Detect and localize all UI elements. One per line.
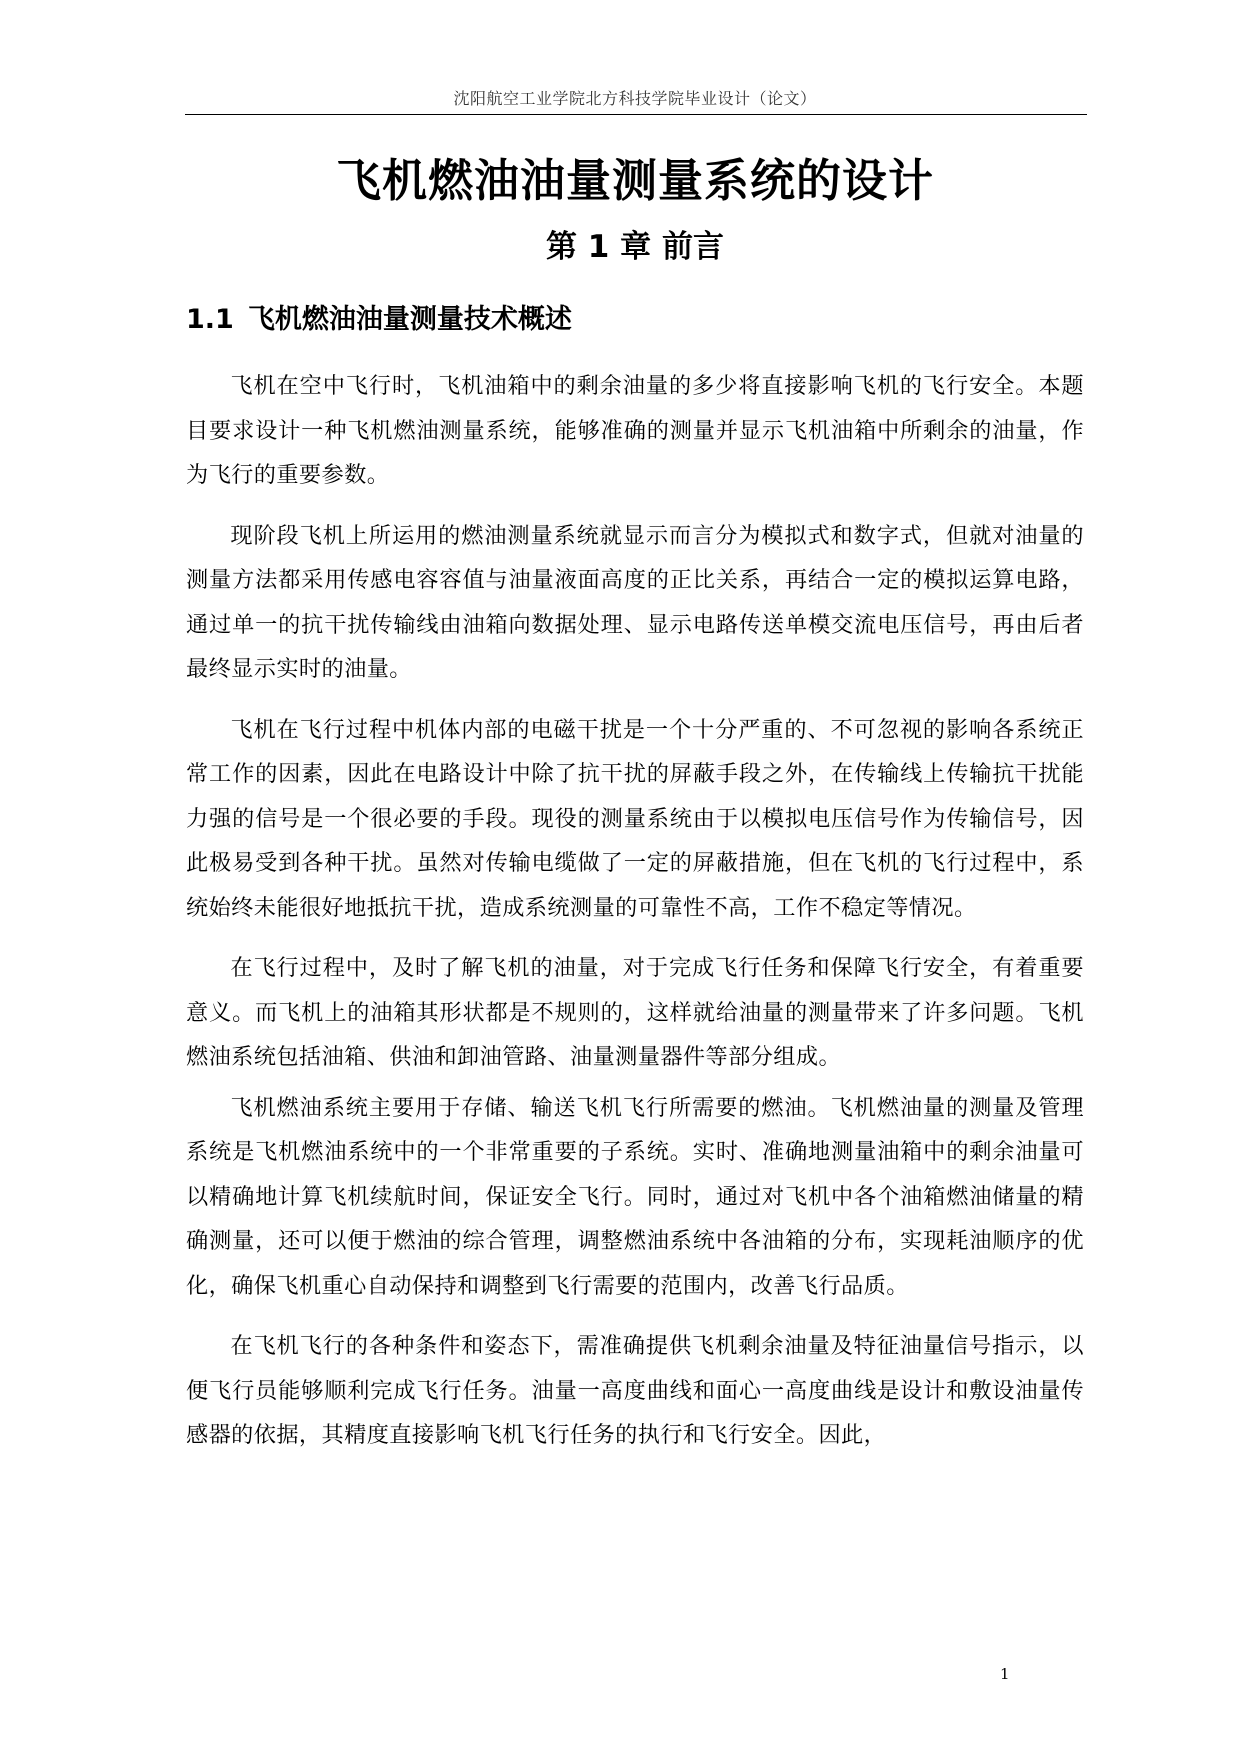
section-heading (186, 302, 1086, 338)
running-header: 沈阳航空工业学院北方科技学院毕业设计（论文） (453, 89, 817, 108)
paragraph: 在飞机飞行的各种条件和姿态下，需准确提供飞机剩余油量及特征油量信号指示，以便飞行员能够顺利完成飞行任务。油量一高度曲线和面心一高度曲线是设计和敷设油量传感器的依据，其精度直接影响飞机飞行任务的执行和飞行安全。因此， (186, 1333, 1084, 1448)
paragraph: 现阶段飞机上所运用的燃油测量系统就显示而言分为模拟式和数字式，但就对油量的测量方法都采用传感电容容值与油量液面高度的正比关系，再结合一定的模拟运算电路，通过单一的抗干扰传输线由油箱向数据处理、显示电路传送单模交流电压信号，再由后者最终显示实时的油量。 (186, 522, 1084, 682)
body-text (186, 364, 1084, 1458)
page-number: 1 (1000, 1665, 1010, 1683)
section-title: 飞机燃油油量测量技术概述 (247, 304, 572, 335)
paragraph: 飞机在空中飞行时，飞机油箱中的剩余油量的多少将直接影响飞机的飞行安全。本题目要求设计一种飞机燃油测量系统，能够准确的测量并显示飞机油箱中所剩余的油量，作为飞行的重要参数。 (186, 373, 1084, 488)
paragraph: 飞机在飞行过程中机体内部的电磁干扰是一个十分严重的、不可忽视的影响各系统正常工作的因素，因此在电路设计中除了抗干扰的屏蔽手段之外，在传输线上传输抗干扰能力强的信号是一个很必要的手段。现役的测量系统由于以模拟电压信号作为传输信号，因此极易受到各种干扰。虽然对传输电缆做了一定的屏蔽措施，但在飞机的飞行过程中，系统始终未能很好地抵抗干扰，造成系统测量的可靠性不高，工作不稳定等情况。 (186, 716, 1084, 921)
header-divider (185, 114, 1087, 115)
paragraph: 在飞行过程中，及时了解飞机的油量，对于完成飞行任务和保障飞行安全，有着重要意义。而飞机上的油箱其形状都是不规则的，这样就给油量的测量带来了许多问题。飞机燃油系统包括油箱、供油和卸油管路、油量测量器件等部分组成。 (186, 955, 1084, 1070)
document-title: 飞机燃油油量测量系统的设计 (335, 154, 934, 207)
paragraph: 飞机燃油系统主要用于存储、输送飞机飞行所需要的燃油。飞机燃油量的测量及管理系统是飞机燃油系统中的一个非常重要的子系统。实时、准确地测量油箱中的剩余油量可以精确地计算飞机续航时间，保证安全飞行。同时，通过对飞机中各个油箱燃油储量的精确测量，还可以便于燃油的综合管理，调整燃油系统中各油箱的分布，实现耗油顺序的优化，确保飞机重心自动保持和调整到飞行需要的范围内，改善飞行品质。 (186, 1094, 1084, 1299)
section-number: 1.1 (186, 304, 234, 335)
chapter-title: 第 1 章 前言 (546, 229, 724, 265)
